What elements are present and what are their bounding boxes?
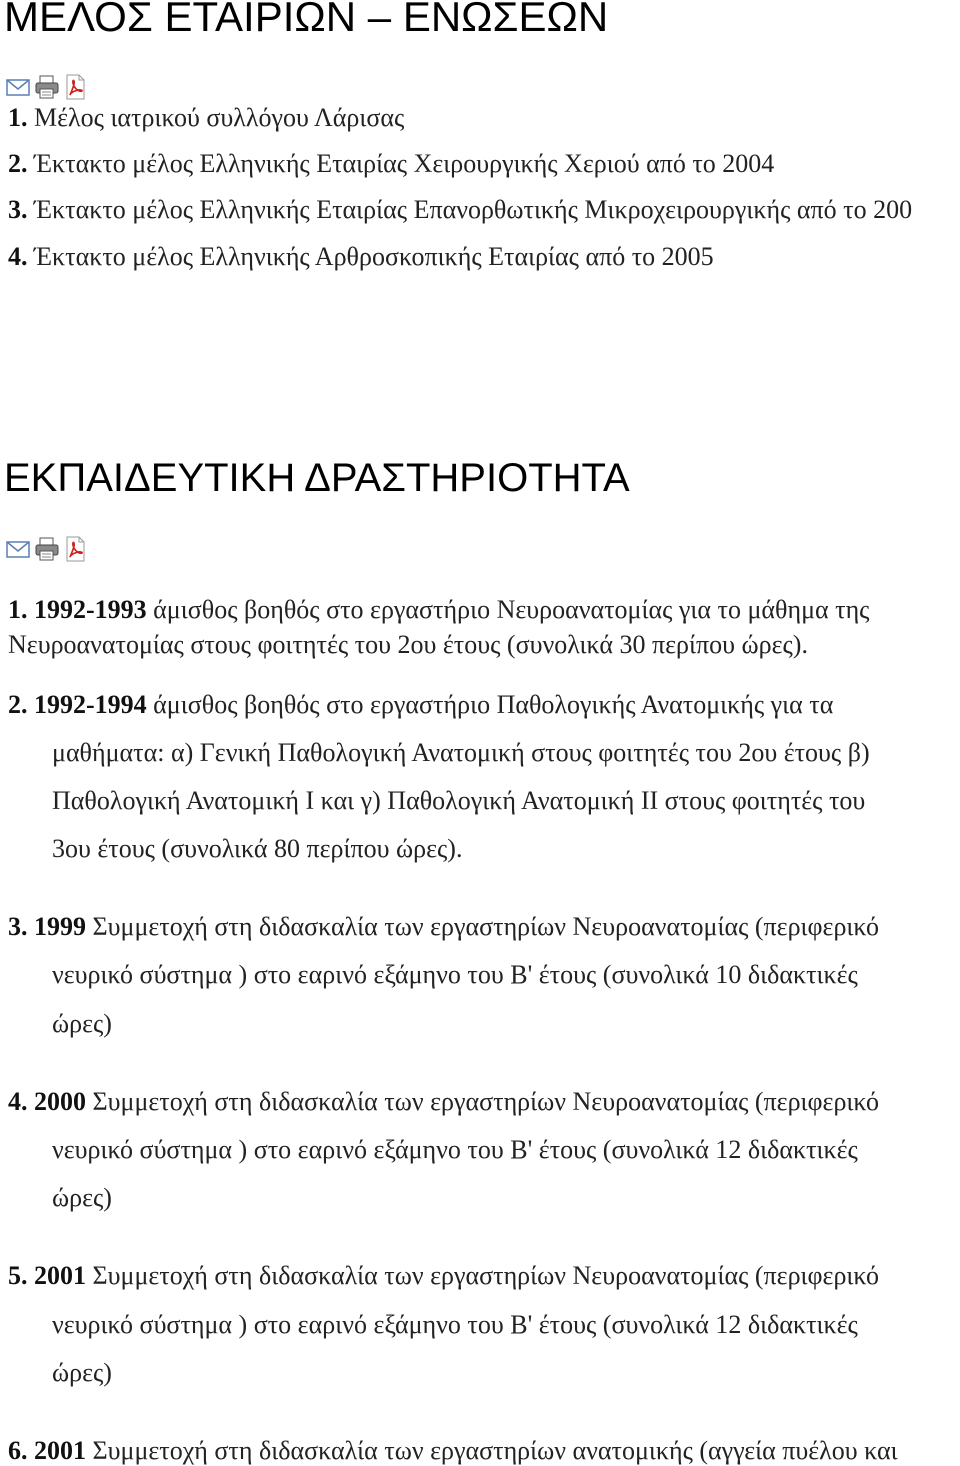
toolbar-icons: [6, 534, 88, 562]
pdf-icon[interactable]: [62, 74, 88, 100]
print-icon[interactable]: [34, 536, 60, 562]
toolbar-icons: [6, 72, 88, 100]
teaching-item: 5. 2001 Συμμετοχή στη διδασκαλία των εργαστηρίων Νευροανατομίας (περιφερικό: [8, 1261, 879, 1290]
email-icon[interactable]: [6, 74, 32, 100]
teaching-item: 3. 1999 Συμμετοχή στη διδασκαλία των εργαστηρίων Νευροανατομίας (περιφερικό: [8, 912, 879, 941]
teaching-item-continuation: 3ου έτους (συνολικά 80 περίπου ώρες).: [52, 834, 463, 863]
teaching-item: 6. 2001 Συμμετοχή στη διδασκαλία των εργαστηρίων ανατομικής (αγγεία πυέλου και: [8, 1436, 898, 1465]
teaching-item: 4. 2000 Συμμετοχή στη διδασκαλία των εργαστηρίων Νευροανατομίας (περιφερικό: [8, 1087, 879, 1116]
teaching-item-continuation: ώρες): [52, 1358, 112, 1387]
list-item: 2. Έκτακτο μέλος Ελληνικής Εταιρίας Χειρουργικής Χεριού από το 2004: [8, 149, 775, 178]
teaching-item-continuation: νευρικό σύστημα ) στο εαρινό εξάμηνο του Β' έτους (συνολικά 10 διδακτικές: [52, 960, 858, 989]
teaching-item-continuation: νευρικό σύστημα ) στο εαρινό εξάμηνο του Β' έτους (συνολικά 12 διδακτικές: [52, 1310, 858, 1339]
list-item: 4. Έκτακτο μέλος Ελληνικής Αρθροσκοπικής Εταιρίας από το 2005: [8, 242, 714, 271]
list-item: 3. Έκτακτο μέλος Ελληνικής Εταιρίας Επανορθωτικής Μικροχειρουργικής από το 200: [8, 195, 913, 224]
teaching-item-continuation: μαθήματα: α) Γενική Παθολογική Ανατομική στους φοιτητές του 2ου έτους β): [52, 738, 870, 767]
teaching-item-continuation: ώρες): [52, 1009, 112, 1038]
teaching-item-continuation: Νευροανατομίας στους φοιτητές του 2ου έτους (συνολικά 30 περίπου ώρες).: [8, 630, 808, 659]
email-icon[interactable]: [6, 536, 32, 562]
print-icon[interactable]: [34, 74, 60, 100]
section-title-teaching: ΕΚΠΑΙΔΕΥΤΙΚΗ ΔΡΑΣΤΗΡΙΟΤΗΤΑ: [4, 456, 630, 500]
pdf-icon[interactable]: [62, 536, 88, 562]
section-title-memberships: ΜΕΛΟΣ ΕΤΑΙΡΙΩΝ – ΕΝΩΣΕΩΝ: [4, 0, 609, 40]
teaching-item-continuation: νευρικό σύστημα ) στο εαρινό εξάμηνο του Β' έτους (συνολικά 12 διδακτικές: [52, 1135, 858, 1164]
list-item: 1. Μέλος ιατρικού συλλόγου Λάρισας: [8, 103, 405, 132]
teaching-item: 2. 1992-1994 άμισθος βοηθός στο εργαστήριο Παθολογικής Ανατομικής για τα: [8, 690, 834, 719]
teaching-item: 1. 1992-1993 άμισθος βοηθός στο εργαστήριο Νευροανατομίας για το μάθημα της: [8, 595, 870, 624]
teaching-item-continuation: Παθολογική Ανατομική Ι και γ) Παθολογική Ανατομική ΙΙ στους φοιτητές του: [52, 786, 866, 815]
teaching-item-continuation: ώρες): [52, 1183, 112, 1212]
